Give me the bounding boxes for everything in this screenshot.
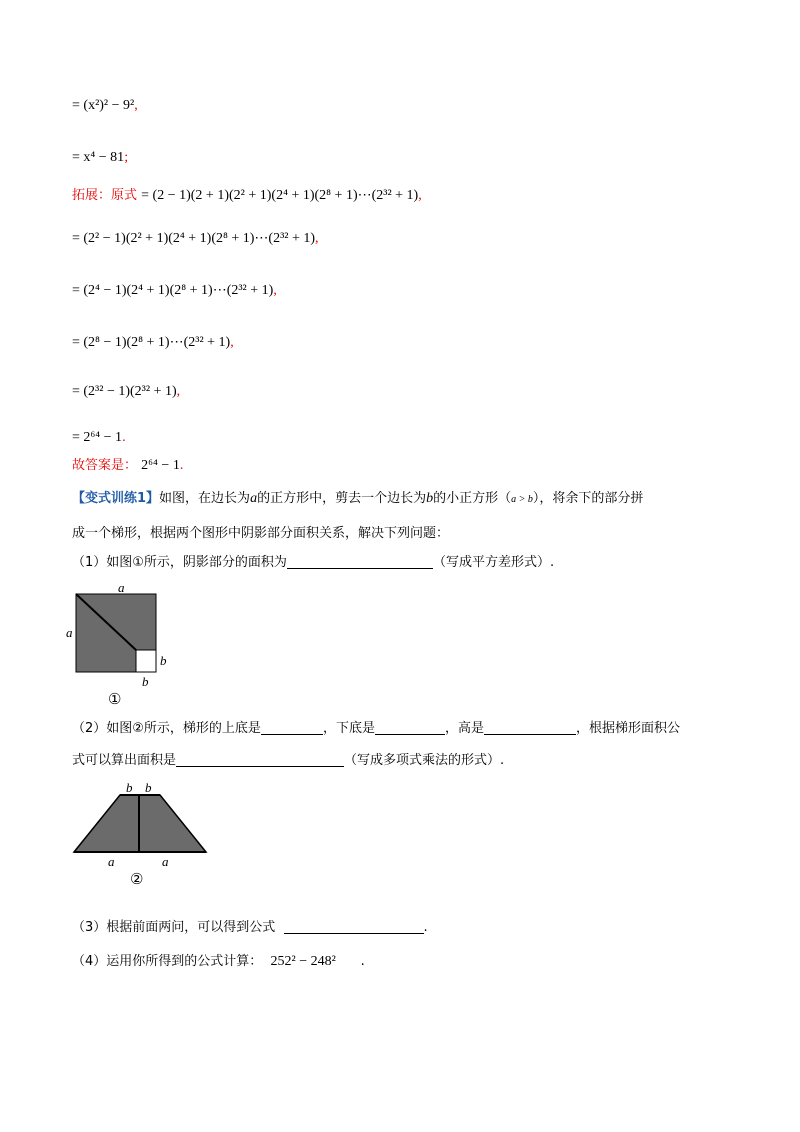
variable-a: a bbox=[250, 491, 258, 506]
label-b-bottom: b bbox=[142, 674, 149, 689]
answer-value: 2⁶⁴ − 1 bbox=[141, 458, 180, 473]
expression: = (2³² − 1)(2³² + 1) bbox=[72, 384, 177, 399]
intro-text: ），将余下的部分拼 bbox=[532, 491, 644, 506]
figure-2-caption: ② bbox=[130, 872, 144, 888]
solution-line-2 bbox=[72, 148, 128, 168]
label-a-left: a bbox=[66, 625, 73, 640]
exercise-intro-line-1 bbox=[72, 489, 643, 510]
question-text: 式可以算出面积是 bbox=[72, 753, 177, 768]
punctuation: , bbox=[273, 283, 277, 298]
intro-text: 的小正方形（ bbox=[433, 491, 512, 506]
punctuation: . bbox=[179, 458, 184, 473]
label-b-right: b bbox=[160, 653, 167, 668]
question-text: ，高是 bbox=[444, 721, 484, 736]
extension-label: 拓展：原式 bbox=[72, 188, 138, 203]
question-text: ，下底是 bbox=[322, 721, 375, 736]
question-text: ，根据梯形面积公 bbox=[575, 721, 680, 736]
intro-text: 的正方形中，剪去一个边长为 bbox=[257, 491, 427, 506]
expression: x⁴ − 81 bbox=[83, 150, 125, 165]
question-text: （写成多项式乘法的形式）. bbox=[344, 753, 505, 768]
solution-step-2 bbox=[72, 281, 277, 301]
punctuation: ; bbox=[124, 150, 129, 165]
expression: (x²)² − 9² bbox=[83, 98, 135, 113]
exercise-tag: 【变式训练1】 bbox=[72, 491, 160, 506]
answer-label: 故答案是： bbox=[72, 458, 138, 473]
label-b-right: b bbox=[145, 780, 152, 795]
label-a-right: a bbox=[162, 854, 169, 869]
expression: = 2⁶⁴ − 1 bbox=[72, 430, 123, 445]
expression: = (2² − 1)(2² + 1)(2⁴ + 1)(2⁸ + 1)⋯(2³² + 1) bbox=[72, 231, 316, 246]
expression: = (2 − 1)(2 + 1)(2² + 1)(2⁴ + 1)(2⁸ + 1)⋯(2³² + 1) bbox=[141, 188, 419, 203]
label-b-left: b bbox=[126, 780, 133, 795]
question-2-line-2 bbox=[72, 751, 504, 771]
question-text: . bbox=[423, 920, 428, 935]
answer-blank-height[interactable] bbox=[484, 720, 576, 735]
figure-1-square bbox=[64, 582, 174, 707]
punctuation: , bbox=[176, 384, 181, 399]
question-text: （写成平方差形式）. bbox=[432, 555, 555, 570]
variable-b: b bbox=[426, 491, 434, 506]
question-2-line-1 bbox=[72, 719, 680, 739]
equals-sign: = bbox=[72, 98, 80, 113]
intro-text: 如图，在边长为 bbox=[159, 491, 251, 506]
question-text: . bbox=[360, 954, 365, 969]
question-text: （1）如图①所示，阴影部分的面积为 bbox=[72, 555, 287, 570]
question-3 bbox=[72, 918, 428, 938]
punctuation: . bbox=[122, 430, 126, 445]
solution-step-5 bbox=[72, 428, 126, 448]
punctuation: , bbox=[315, 231, 319, 246]
punctuation: , bbox=[230, 335, 234, 350]
solution-step-4 bbox=[72, 382, 180, 402]
condition: a > b bbox=[511, 494, 533, 505]
solution-step-1 bbox=[72, 229, 319, 249]
calculation-expression: 252² − 248² bbox=[270, 954, 336, 969]
solution-line-1 bbox=[72, 96, 138, 116]
answer-blank-upper-base[interactable] bbox=[261, 720, 323, 735]
solution-step-3 bbox=[72, 333, 234, 353]
exercise-intro-line-2: 成一个梯形，根据两个图形中阴影部分面积关系，解决下列问题： bbox=[72, 526, 450, 541]
answer-line bbox=[72, 456, 183, 476]
question-4 bbox=[72, 952, 365, 972]
question-text: （4）运用你所得到的公式计算： bbox=[72, 954, 263, 969]
figure-1-caption: ① bbox=[108, 692, 122, 707]
answer-blank[interactable] bbox=[287, 554, 433, 569]
removed-small-square bbox=[136, 650, 156, 672]
question-text: （2）如图②所示，梯形的上底是 bbox=[72, 721, 261, 736]
answer-blank-lower-base[interactable] bbox=[375, 720, 445, 735]
label-a-left: a bbox=[108, 854, 115, 869]
punctuation: , bbox=[134, 98, 138, 113]
answer-blank-formula[interactable] bbox=[284, 919, 424, 934]
question-1 bbox=[72, 553, 554, 573]
question-text: （3）根据前面两问，可以得到公式 bbox=[72, 920, 276, 935]
punctuation: , bbox=[418, 188, 422, 203]
figure-2-trapezoid bbox=[66, 780, 216, 890]
label-a-top: a bbox=[118, 582, 125, 595]
answer-blank-area[interactable] bbox=[176, 752, 344, 767]
expression: = (2⁴ − 1)(2⁴ + 1)(2⁸ + 1)⋯(2³² + 1) bbox=[72, 283, 274, 298]
equals-sign: = bbox=[72, 150, 80, 165]
extension-line bbox=[72, 186, 422, 206]
expression: = (2⁸ − 1)(2⁸ + 1)⋯(2³² + 1) bbox=[72, 335, 231, 350]
